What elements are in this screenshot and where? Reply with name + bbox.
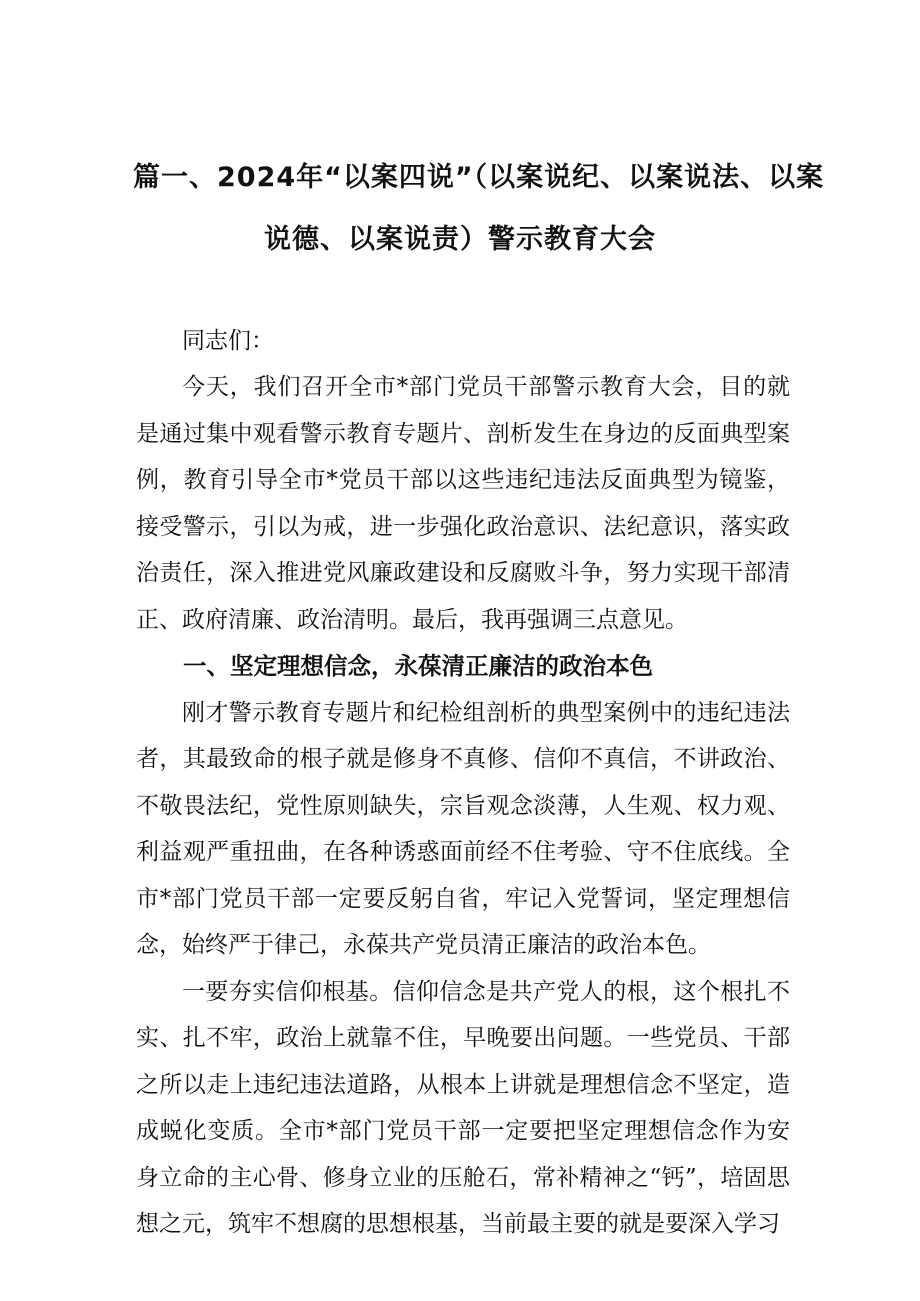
section-1-paragraph-2: 一要夯实信仰根基。信仰信念是共产党人的根，这个根扎不实、扎不牢，政治上就靠不住，早晚要出问题。一些党员、干部之所以走上违纪违法道路，从根本上讲就是理想信念不坚定，造成蜕化变质。全市*部门党员干部一定要把坚定理想信念作为安身立命的主心骨、修身立业的压舱石，常补精神之“钙”，培固思想之元，筑牢不想腐的思想根基，当前最主要的就是要深入学习 bbox=[136, 978, 790, 1237]
intro-paragraph: 今天，我们召开全市*部门党员干部警示教育大会，目的就是通过集中观看警示教育专题片、剖析发生在身边的反面典型案例，教育引导全市*党员干部以这些违纪违法反面典型为镜鉴，接受警示，引以为戒，进一步强化政治意识、法纪意识，落实政治责任，深入推进党风廉政建设和反腐败斗争，努力实现干部清正、政府清廉、政治清明。最后，我再强调三点意见。 bbox=[136, 374, 790, 633]
document-title-line-2: 说德、以案说责）警示教育大会 bbox=[264, 224, 656, 255]
document-body bbox=[136, 364, 790, 1248]
section-1-paragraph-1: 刚才警示教育专题片和纪检组剖析的典型案例中的违纪违法者，其最致命的根子就是修身不真修、信仰不真信，不讲政治、不敬畏法纪，党性原则缺失，宗旨观念淡薄，人生观、权力观、利益观严重扭曲，在各种诱惑面前经不住考验、守不住底线。全市*部门党员干部一定要反躬自省，牢记入党誓词，坚定理想信念，始终严于律己，永葆共产党员清正廉洁的政治本色。 bbox=[136, 699, 790, 958]
greeting bbox=[136, 318, 790, 365]
greeting-text: 同志们： bbox=[182, 328, 274, 354]
document-title-line-1: 篇一、2024年“以案四说”（以案说纪、以案说法、以案 bbox=[133, 162, 825, 193]
section-heading-1: 一、坚定理想信念，永葆清正廉洁的政治本色 bbox=[183, 652, 653, 680]
